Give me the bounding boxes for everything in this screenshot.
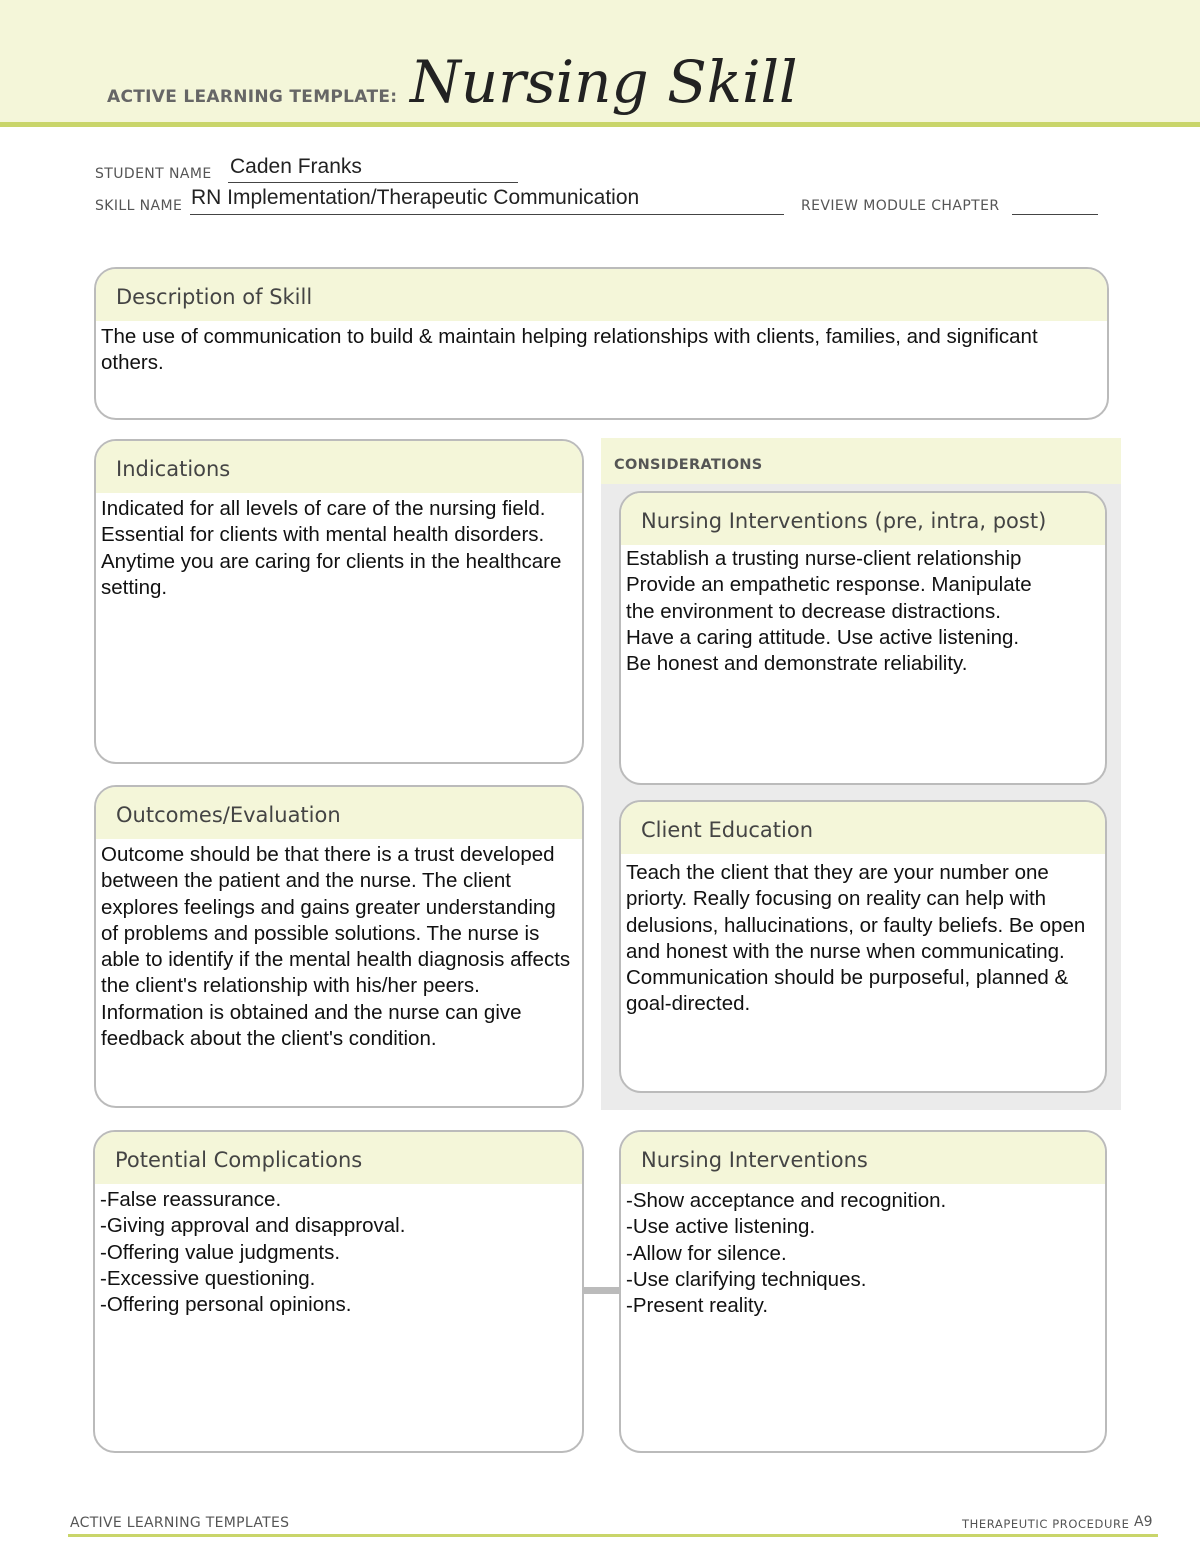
template-title: Nursing Skill [410, 48, 798, 116]
indications-text[interactable]: Indicated for all levels of care of the nursing field. Essential for clients with mental health disorders. Anytime you are caring for clients in the healthcare setting. [101, 497, 562, 599]
list-item: -Use active listening. [626, 1215, 816, 1239]
footer-divider [68, 1534, 1158, 1537]
nursing-interventions-box [619, 1130, 1107, 1453]
client-education-title: Client Education [621, 802, 1105, 854]
skill-name-label: SKILL NAME [95, 198, 183, 214]
nursing-interventions-ppp-text[interactable] [621, 545, 1105, 677]
list-item: -False reassurance. [100, 1188, 282, 1211]
header-divider [0, 122, 1200, 127]
indications-box [94, 439, 584, 764]
considerations-label: CONSIDERATIONS [614, 457, 763, 473]
outcomes-box [94, 785, 584, 1108]
student-name-value[interactable]: Caden Franks [230, 155, 362, 178]
footer-right-label: THERAPEUTIC PROCEDURE [962, 1517, 1130, 1531]
list-item: -Offering personal opinions. [100, 1293, 352, 1317]
list-item: -Use clarifying techniques. [626, 1267, 867, 1291]
description-box [94, 267, 1109, 420]
nursing-interventions-ppp-box [619, 491, 1107, 785]
student-name-label: STUDENT NAME [95, 166, 212, 182]
review-module-label: REVIEW MODULE CHAPTER [801, 198, 1000, 214]
review-module-underline [1012, 214, 1098, 215]
skill-name-underline [190, 214, 784, 215]
client-education-text[interactable]: Teach the client that they are your number one priorty. Really focusing on reality can help with delusions, hallucinations, or faulty beliefs. Be open and honest with the nurse when communicating. Communication should be purposeful, planned & goal-directed. [626, 861, 1086, 1016]
footer-left-label: ACTIVE LEARNING TEMPLATES [70, 1515, 290, 1531]
description-text[interactable]: The use of communication to build & maintain helping relationships with clients, families, and significant others. [101, 325, 1038, 375]
list-item: -Excessive questioning. [100, 1266, 316, 1290]
list-item: -Allow for silence. [626, 1241, 787, 1265]
text-line: Have a caring attitude. Use active listening. [626, 625, 1020, 649]
box-connector [582, 1287, 620, 1294]
complications-text[interactable] [95, 1184, 582, 1318]
text-line: Establish a trusting nurse-client relationship [626, 547, 1022, 570]
text-line: the environment to decrease distractions. [626, 599, 1001, 623]
text-line: Be honest and demonstrate reliability. [626, 652, 968, 676]
list-item: -Show acceptance and recognition. [626, 1189, 947, 1212]
complications-box [93, 1130, 584, 1453]
list-item: -Offering value judgments. [100, 1240, 341, 1264]
nursing-interventions-ppp-title: Nursing Interventions (pre, intra, post) [621, 493, 1105, 545]
indications-title: Indications [96, 441, 582, 493]
client-education-box [619, 800, 1107, 1093]
outcomes-title: Outcomes/Evaluation [96, 787, 582, 839]
skill-name-value[interactable]: RN Implementation/Therapeutic Communication [191, 186, 640, 209]
text-line: Provide an empathetic response. Manipulate [626, 573, 1032, 597]
nursing-interventions-text[interactable] [621, 1184, 1105, 1319]
list-item: -Present reality. [626, 1294, 769, 1318]
list-item: -Giving approval and disapproval. [100, 1214, 406, 1238]
student-name-underline [228, 182, 518, 183]
template-label: ACTIVE LEARNING TEMPLATE: [107, 87, 398, 107]
outcomes-text[interactable]: Outcome should be that there is a trust developed between the patient and the nurse. The client explores feelings and gains greater understanding of problems and possible solutions. The nurse is able to identify if the mental health diagnosis affects the client's relationship with his/her peers. Information is obtained and the nurse can give feedback about the client's condition. [101, 843, 571, 1051]
description-title: Description of Skill [96, 269, 1107, 321]
complications-title: Potential Complications [95, 1132, 582, 1184]
nursing-interventions-title: Nursing Interventions [621, 1132, 1105, 1184]
page-number: A9 [1134, 1514, 1153, 1530]
